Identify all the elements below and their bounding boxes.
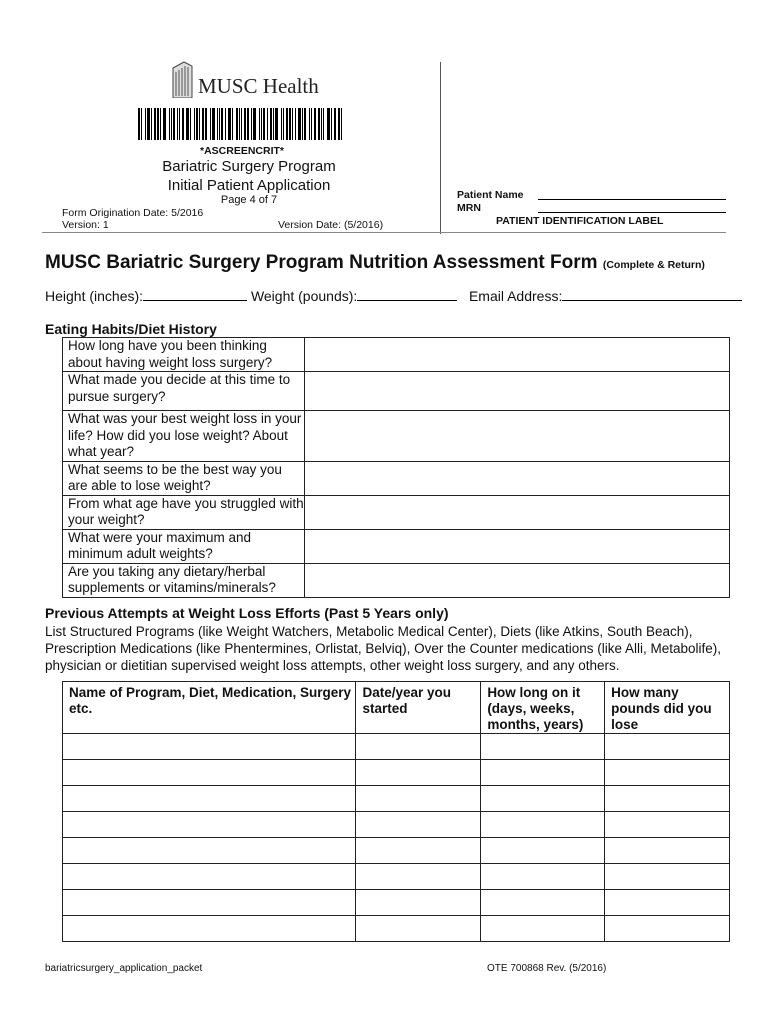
cell-duration[interactable] xyxy=(481,864,605,890)
application-name: Initial Patient Application xyxy=(167,177,331,194)
barcode-bar xyxy=(212,108,215,140)
barcode-bar xyxy=(318,108,320,140)
question: How long have you been thinking about having weight loss surgery? xyxy=(63,338,305,372)
barcode-bar xyxy=(267,108,268,140)
weight-label: Weight (pounds): xyxy=(250,288,358,304)
cell-pounds[interactable] xyxy=(605,890,730,916)
barcode-bar xyxy=(289,108,291,140)
barcode-bar xyxy=(323,108,324,140)
title-main: MUSC Bariatric Surgery Program Nutrition Assessment Form xyxy=(45,252,598,273)
footer-left: bariatricsurgery_application_packet xyxy=(45,963,203,974)
table-row xyxy=(63,890,730,916)
cell-program[interactable] xyxy=(63,916,356,942)
qa-row xyxy=(63,411,730,462)
answer-cell[interactable] xyxy=(304,529,729,563)
table-row xyxy=(63,838,730,864)
cell-pounds[interactable] xyxy=(605,760,730,786)
barcode-bar xyxy=(304,108,306,140)
barcode-bar xyxy=(190,108,191,140)
barcode-bar xyxy=(160,108,161,140)
barcode-bar xyxy=(244,108,246,140)
height-field[interactable] xyxy=(143,288,247,301)
cell-duration[interactable] xyxy=(481,812,605,838)
cell-pounds[interactable] xyxy=(605,916,730,942)
form-origination-date: Form Origination Date: 5/2016 xyxy=(62,207,204,219)
cell-duration[interactable] xyxy=(481,760,605,786)
barcode-bar xyxy=(261,108,262,140)
answer-cell[interactable] xyxy=(304,495,729,529)
building-logo-icon xyxy=(170,60,194,98)
qa-row xyxy=(63,338,730,372)
barcode-bar xyxy=(157,108,159,140)
barcode-bar xyxy=(314,108,316,140)
cell-date[interactable] xyxy=(356,786,481,812)
qa-row xyxy=(63,529,730,563)
cell-date[interactable] xyxy=(356,864,481,890)
cell-duration[interactable] xyxy=(481,734,605,760)
barcode-bar xyxy=(298,108,301,140)
barcode-bar xyxy=(275,108,278,140)
email-label: Email Address: xyxy=(468,288,563,304)
title-note: (Complete & Return) xyxy=(602,259,705,271)
barcode-bar xyxy=(283,108,284,140)
answer-cell[interactable] xyxy=(304,461,729,495)
cell-program[interactable] xyxy=(63,838,356,864)
logo-text: MUSC Health xyxy=(198,74,319,98)
table-row xyxy=(63,760,730,786)
header-rule xyxy=(42,232,726,233)
barcode-bar xyxy=(228,108,231,140)
cell-program[interactable] xyxy=(63,786,356,812)
column-header-pounds: How many pounds did you lose xyxy=(605,682,730,734)
header-divider xyxy=(440,62,441,234)
barcode-bar xyxy=(186,108,189,140)
barcode-bar xyxy=(311,108,312,140)
barcode-bar xyxy=(292,108,293,140)
answer-cell[interactable] xyxy=(304,372,729,411)
patient-name-line[interactable] xyxy=(538,199,726,200)
barcode-bar xyxy=(241,108,242,140)
cell-pounds[interactable] xyxy=(605,838,730,864)
cell-date[interactable] xyxy=(356,890,481,916)
barcode-bar xyxy=(331,108,332,140)
column-header-duration: How long on it (days, weeks, months, years) xyxy=(481,682,605,734)
barcode-bar xyxy=(270,108,272,140)
cell-pounds[interactable] xyxy=(605,786,730,812)
cell-date[interactable] xyxy=(356,916,481,942)
table-row xyxy=(63,786,730,812)
cell-program[interactable] xyxy=(63,864,356,890)
barcode-bar xyxy=(145,108,146,140)
barcode-bar xyxy=(225,108,226,140)
question: What was your best weight loss in your life? How did you lose weight? About what year? xyxy=(63,411,305,462)
table-row xyxy=(63,812,730,838)
barcode-bar xyxy=(138,108,140,140)
barcode-bar xyxy=(219,108,220,140)
cell-date[interactable] xyxy=(356,838,481,864)
barcode-bar xyxy=(327,108,330,140)
barcode-text: *ASCREENCRIT* xyxy=(199,145,284,157)
barcode-bar xyxy=(321,108,322,140)
email-field[interactable] xyxy=(562,288,742,301)
musc-health-logo xyxy=(170,60,340,100)
page-number: Page 4 of 7 xyxy=(220,194,278,206)
barcode-bar xyxy=(295,108,296,140)
barcode-bar xyxy=(202,108,204,140)
cell-duration[interactable] xyxy=(481,838,605,864)
column-header-date: Date/year you started xyxy=(356,682,481,734)
barcode-bar xyxy=(309,108,310,140)
measurements-line xyxy=(45,288,735,304)
barcode-bar xyxy=(196,108,198,140)
barcode-bar xyxy=(338,108,340,140)
barcode-bar xyxy=(221,108,223,140)
qa-row xyxy=(63,563,730,597)
cell-program[interactable] xyxy=(63,734,356,760)
barcode-bar xyxy=(232,108,233,140)
barcode-bar xyxy=(302,108,303,140)
cell-pounds[interactable] xyxy=(605,864,730,890)
barcode-bar xyxy=(281,108,282,140)
patient-name-label: Patient Name xyxy=(457,189,524,201)
barcode-bar xyxy=(154,108,156,140)
table-row xyxy=(63,864,730,890)
barcode-bar xyxy=(263,108,265,140)
cell-date[interactable] xyxy=(356,734,481,760)
mrn-label: MRN xyxy=(457,202,481,214)
barcode-bar xyxy=(141,108,142,140)
barcode-bar xyxy=(334,108,336,140)
barcode-bar xyxy=(151,108,152,140)
cell-duration[interactable] xyxy=(481,890,605,916)
table-row xyxy=(63,916,730,942)
barcode-bar xyxy=(236,108,238,140)
barcode-bar xyxy=(247,108,249,140)
qa-row xyxy=(63,461,730,495)
page-title xyxy=(45,252,705,274)
barcode-bar xyxy=(251,108,252,140)
answer-cell[interactable] xyxy=(304,411,729,462)
cell-date[interactable] xyxy=(356,812,481,838)
question: What were your maximum and minimum adult weights? xyxy=(63,529,305,563)
barcode-bar xyxy=(210,108,211,140)
question: What seems to be the best way you are able to lose weight? xyxy=(63,461,305,495)
barcode-bar xyxy=(182,108,184,140)
version-date: Version Date: (5/2016) xyxy=(278,219,384,231)
answer-cell[interactable] xyxy=(304,563,729,597)
barcode-bar xyxy=(273,108,274,140)
cell-duration[interactable] xyxy=(481,786,605,812)
barcode-bar xyxy=(341,108,342,140)
barcode-bar xyxy=(205,108,207,140)
column-header-program: Name of Program, Diet, Medication, Surgery etc. xyxy=(63,682,356,734)
table-header-row xyxy=(63,682,730,734)
eating-habits-heading: Eating Habits/Diet History xyxy=(45,321,217,337)
qa-row xyxy=(63,495,730,529)
question: Are you taking any dietary/herbal supplements or vitamins/minerals? xyxy=(63,563,305,597)
patient-id-label: PATIENT IDENTIFICATION LABEL xyxy=(496,215,664,227)
form-version: Version: 1 xyxy=(62,219,109,231)
table-row xyxy=(63,734,730,760)
barcode-bar xyxy=(147,108,150,140)
cell-pounds[interactable] xyxy=(605,734,730,760)
cell-pounds[interactable] xyxy=(605,812,730,838)
barcode-bar xyxy=(163,108,166,140)
cell-program[interactable] xyxy=(63,812,356,838)
mrn-line[interactable] xyxy=(538,212,726,213)
cell-duration[interactable] xyxy=(481,916,605,942)
barcode-bar xyxy=(259,108,260,140)
question: From what age have you struggled with your weight? xyxy=(63,495,305,529)
barcode-bar xyxy=(217,108,218,140)
answer-cell[interactable] xyxy=(304,338,729,372)
barcode-bar xyxy=(253,108,256,140)
barcode-bar xyxy=(194,108,195,140)
weight-field[interactable] xyxy=(357,288,457,301)
barcode-bar xyxy=(239,108,240,140)
program-name: Bariatric Surgery Program xyxy=(162,158,336,175)
question: What made you decide at this time to pursue surgery? xyxy=(63,372,305,411)
barcode-bar xyxy=(173,108,175,140)
footer-right: OTE 700868 Rev. (5/2016) xyxy=(487,963,607,974)
barcode xyxy=(138,108,346,140)
barcode-bar xyxy=(179,108,180,140)
previous-attempts-table xyxy=(62,681,730,942)
previous-attempts-instructions: List Structured Programs (like Weight Watchers, Metabolic Medical Center), Diets (like Atkins, South Beach), Prescription Medications (like Phentermines, Orlistat, Belviq), Over the Counter medications (like Alli, Metabolife), physician or dietitian supervised weight loss attempts, other weight loss surgery, and any others. xyxy=(45,624,722,673)
barcode-bar xyxy=(286,108,288,140)
cell-program[interactable] xyxy=(63,890,356,916)
barcode-bar xyxy=(169,108,170,140)
barcode-bar xyxy=(199,108,200,140)
eating-habits-table xyxy=(62,337,730,598)
cell-date[interactable] xyxy=(356,760,481,786)
barcode-bar xyxy=(177,108,178,140)
barcode-bar xyxy=(171,108,172,140)
qa-row xyxy=(63,372,730,411)
cell-program[interactable] xyxy=(63,760,356,786)
previous-attempts-heading: Previous Attempts at Weight Loss Efforts (Past 5 Years only) xyxy=(45,605,449,621)
height-label: Height (inches): xyxy=(45,288,144,304)
